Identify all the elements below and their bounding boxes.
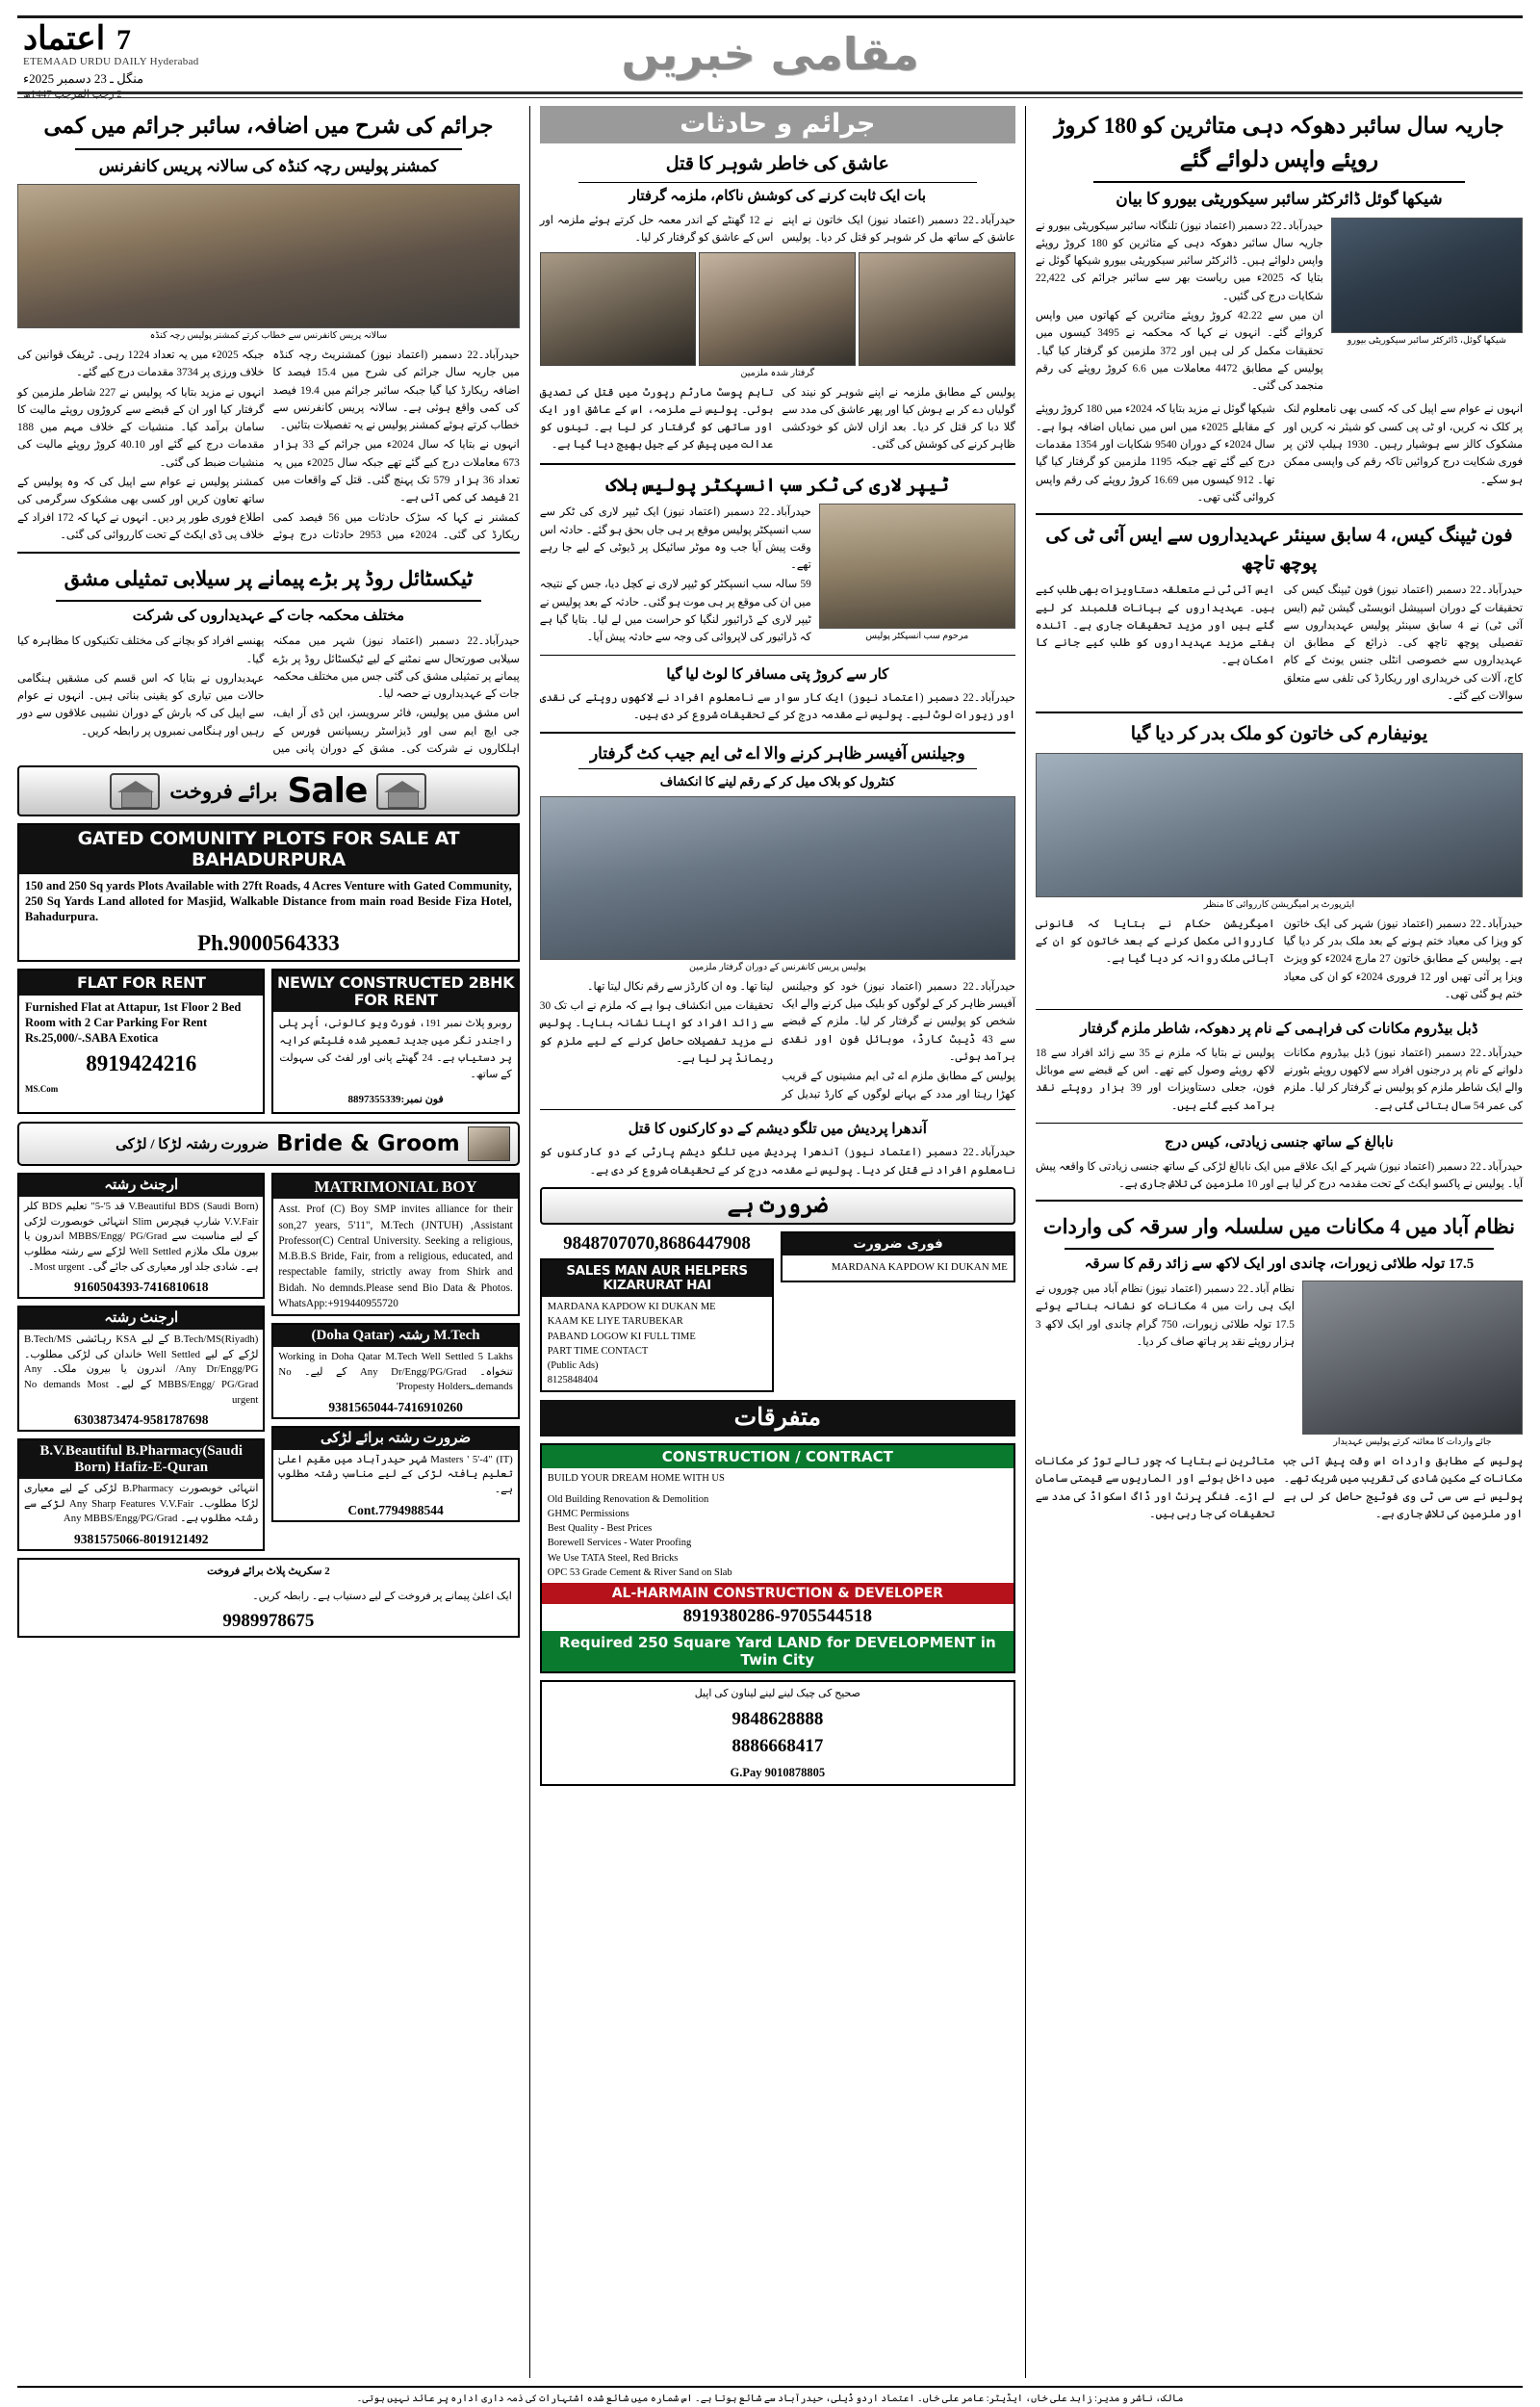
column-left (17, 106, 529, 2378)
photo-press-conference (540, 796, 1015, 960)
ad-appeal-phone-1[interactable]: 9848628888 (732, 1708, 824, 1729)
page-footer: مالک، ناشر و مدیر: زاہد علی خاں، ایڈیٹر: عامر علی خاں۔ اعتماد اردو ڈیلی، حیدرآباد سے شائع ہوتا ہے۔ اس شمارہ میں شائع شدہ اشتہارات کی ذمہ داری ادارہ پر عائد نہیں ہوتی۔ (17, 2386, 1523, 2407)
photo-caption-left-lead: سالانہ پریس کانفرنس سے خطاب کرتے کمشنر پولیس رچہ کنڈہ (149, 331, 388, 341)
body-car-robbery: حیدرآباد۔22 دسمبر (اعتماد نیوز) ایک کار سوار سے نامعلوم افراد نے لاکھوں روپئے کی نقدی اور زیورات لوٹ لیے۔ پولیس نے مقدمہ درج کر کے تحقیقات شروع کر دی ہیں۔ (539, 692, 1015, 722)
subheadline-flood-drill: مختلف محکمہ جات کے عہدیداروں کی شرکت (56, 600, 481, 628)
sale-banner-english: Sale (287, 771, 368, 812)
ad-construction-brand: AL-HARMAIN CONSTRUCTION & DEVELOPER (542, 1583, 1014, 1604)
lead-headline-left: جرائم کی شرح میں اضافہ، سائبر جرائم میں کمی (43, 114, 494, 138)
ad-construction-sub: BUILD YOUR DREAM HOME WITH US (547, 1473, 725, 1485)
divider-m2 (540, 655, 1015, 656)
ad-appeal[interactable] (540, 1680, 1015, 1786)
matrimonial-grid (17, 1173, 520, 1551)
lead-headline-right: جاریہ سال سائبر دھوکہ دہی متاثرین کو 180 کروڑ روپئے واپس دلوائے گئے (1054, 114, 1504, 171)
body-phone-tapping: حیدرآباد۔22 دسمبر (اعتماد نیوز) فون ٹیپنگ کیس کی تحقیقات کے دوران اسپیشل انویسٹی گیشن ٹیم (ایس آئی ٹی) نے 4 سابق سینئر پولیس عہدیداروں سے تفصیلی پوچھ تاچھ کی۔ ذرائع کے مطابق ان عہدیداروں سے خصوصی انٹلی جنس یونٹ کے کام کاج، آلات کی خریداری اور ریکارڈ کی تلفی سے متعلق سوالات کیے گئے۔ ایس آئی ٹی نے متعلقہ دستاویزات بھی طلب کیے ہیں۔ عہدیداروں کے بیانات قلمبند کر لیے گئے ہیں اور مزید تحقیقات جاری ہے۔ آئندہ ہفتے مزید عہدیداروں کو طلب کیے جانے کا امکان ہے۔ (1035, 584, 1523, 703)
subheadline-atm-fraud: کنٹرول کو بلاک میل کر کے رقم لینے کا انکشاف (578, 768, 977, 791)
matrimonial-title: B.V.Beautiful B.Pharmacy(Saudi Born) Hafiz-E-Quran (19, 1440, 263, 1479)
matrimonial-phone[interactable]: 9160504393-7416810618 (73, 1280, 209, 1295)
matrimonial-body: B.Tech/MS(Riyadh) کے لیے KSA رہائشی B.Tech/MS لڑکے کے لیے Well Settled خاندان کی لڑکی مطلوب۔ Any Dr/Engg/PG/ اندرون یا بیرون ملک۔ Any MBBS/Engg/ PG/Grad کے لیے۔ No demands Most urgent (24, 1333, 259, 1406)
crime-section-band: جرائم و حادثات (540, 106, 1015, 143)
ad-small-plots-phone[interactable]: 9989978675 (222, 1611, 315, 1632)
headline-nizamabad-theft: نظام آباد میں 4 مکانات میں سلسلہ وار سرقہ کی واردات (1042, 1215, 1515, 1239)
matrimonial-title: M.Tech رشتہ (Doha Qatar) (273, 1325, 517, 1347)
ad-2bhk-rent[interactable] (271, 969, 519, 1115)
headline-phone-tapping: فون ٹیپنگ کیس، 4 سابق سینئر عہدیداروں سے ایس آئی ٹی کی پوچھ تاچھ (1045, 526, 1513, 574)
ad-row-rentals (17, 969, 520, 1115)
ad-salesman-tag: (Public Ads) (547, 1360, 599, 1372)
body-si-killed: حیدرآباد۔22 دسمبر (اعتماد نیوز) ایک ٹیپر لاری کی ٹکر سے سب انسپکٹر پولیس موقع پر ہی جاں بحق ہو گئے۔ حادثہ اس وقت پیش آیا جب وہ موٹر سائیکل پر ڈیوٹی کے لیے جا رہے تھے۔ 59 سالہ سب انسپکٹر کو ٹیپر لاری نے کچل دیا، جس کے نتیجہ میں ان کی موقع پر ہی موت ہو گئی۔ حادثہ کے بعد پولیس نے ٹیپر لاری کے ڈرائیور لنگیا کو حراست میں لے لیا۔ بتایا گیا ہے کہ ڈرائیور کی لاپروائی کی وجہ سے حادثہ پیش آیا۔ (539, 506, 811, 644)
matrimonial-phone[interactable]: 9381575066-8019121492 (73, 1531, 209, 1546)
mugshot-2 (699, 252, 856, 366)
body-nizamabad-1: نظام آباد۔22 دسمبر (اعتماد نیوز) نظام آباد میں چوروں نے ایک ہی رات میں 4 مکانات کو نشانہ بناتے ہوئے 17.5 تولہ طلائی زیورات، 750 گرام چاندی اور ایک لاکھ 3 ہزار روپئے نقد پر ہاتھ صاف کر دیا۔ (1035, 1283, 1295, 1348)
ad-urgent-title: فوری ضرورت (783, 1233, 1014, 1255)
ad-flat-rent[interactable] (17, 969, 265, 1115)
body-tdp-murders: حیدرآباد۔22 دسمبر (اعتماد نیوز) آندھرا پردیش میں تلگو دیشم پارٹی کے دو کارکنوں کو نامعلوم افراد نے قتل کر دیا۔ پولیس نے مقدمہ درج کر کے تحقیقات شروع کر دی ہے۔ (539, 1147, 1015, 1177)
ad-small-plots[interactable] (17, 1558, 520, 1638)
headline-tdp-murders: آندھرا پردیش میں تلگو دیشم کے دو کارکنوں کا قتل (628, 1121, 927, 1137)
matrimonial-phone[interactable]: 6303873474-9581787698 (73, 1412, 209, 1428)
matrimonial-title: ارجنٹ رشتہ (19, 1307, 263, 1330)
ad-gated-title: GATED COMUNITY PLOTS FOR SALE AT BAHADURPURA (19, 825, 518, 874)
divider-l1 (17, 552, 520, 554)
subheadline-husband-murder: بات ایک ثابت کرنے کی کوشش ناکام، ملزمہ گرفتار (578, 182, 977, 208)
matrimonial-body: انتہائی خوبصورت B.Pharmacy لڑکی کے لیے معیاری لڑکا مطلوب۔ Any Sharp Features V.V.Fair لڑکے سے رشتہ مطلوب ہے۔ Any MBBS/Engg/PG/Grad (24, 1483, 259, 1525)
bride-photo-icon (468, 1126, 510, 1161)
ad-flat-title: FLAT FOR RENT (19, 971, 263, 996)
bride-groom-english: Bride & Groom (276, 1131, 460, 1157)
body-nizamabad-2: پولیس کے مطابق واردات اس وقت پیش آئی جب مکانات کے مکین شادی کی تقریب میں شریک تھے۔ پولیس نے سی سی ٹی وی فوٹیج حاصل کر لی ہے اور ملزمین کی تلاش جاری ہے۔ متاثرین نے بتایا کہ چور تالے توڑ کر مکانات میں داخل ہوئے اور الماریوں سے قیمتی سامان لے اڑے۔ فنگر پرنٹ اور ڈاگ اسکواڈ کی مدد سے تحقیقات کی جا رہی ہیں۔ (1035, 1456, 1523, 1520)
logo-subline: ETEMAAD URDU DAILY Hyderabad (23, 56, 199, 67)
matrimonial-body: Working in Doha Qatar M.Tech Well Settled 5 Lakhs تنخواہ۔ Any Dr/Engg/PG/Grad کے لیے۔ No demands.ـPropesty Holders' (278, 1350, 513, 1393)
matrimonial-col-2 (17, 1173, 265, 1551)
photo-shikha-goel (1331, 218, 1523, 333)
ad-salesman-lines: MARDANA KAPDOW KI DUKAN ME KAAM KE LIYE TARUBEKAR PABAND LOGOW KI FULL TIME PART TIME CONTACT (Public Ads) 8125848404 (542, 1297, 773, 1390)
ad-salesman-title: SALES MAN AUR HELPERS KIZARURAT HAI (542, 1260, 773, 1297)
mugshot-3 (540, 252, 697, 366)
photo-deceased-si (819, 504, 1015, 629)
headline-husband-murder: عاشق کی خاطر شوہر کا قتل (665, 154, 889, 174)
photo-caption-press: پولیس پریس کانفرنس کے دوران گرفتار ملزمین (689, 962, 866, 972)
ad-salesman-phone[interactable]: 8125848404 (547, 1375, 599, 1386)
matrimonial-title: MATRIMONIAL BOY (273, 1175, 517, 1199)
body-deported-woman: حیدرآباد۔22 دسمبر (اعتماد نیوز) شہر کی ایک خاتون کو ویزا کی معیاد ختم ہونے کے بعد ملک بدر کر دیا گیا ہے۔ پولیس کے مطابق خاتون 27 مارچ 2024ء کو ویزٹ ویزا پر آئی تھیں اور 12 فروری 2024ء کو ان کی معیاد ختم ہو گئی تھی۔ امیگریشن حکام نے بتایا کہ قانونی کارروائی مکمل کرنے کے بعد خاتون کو ان کے آبائی ملک روانہ کر دیا گیا ہے۔ (1035, 918, 1523, 1001)
divider-m4 (540, 1109, 1015, 1110)
masthead (17, 15, 1523, 98)
body-flood-drill: حیدرآباد۔22 دسمبر (اعتماد نیوز) شہر میں ممکنہ سیلابی صورتحال سے نمٹنے کے لیے ٹیکسٹائل روڈ پر بڑے پیمانے پر تمثیلی مشق کی گئی جس میں مختلف محکمہ جات کے عہدیداروں نے حصہ لیا۔ اس مشق میں پولیس، فائر سرویسز، این ڈی آر ایف، جی ایچ ایم سی اور ڈیزاسٹر ریسپانس فورس کے اہلکاروں نے شرکت کی۔ مشق کے دوران پانی میں پھنسے افراد کو بچانے کی مختلف تکنیکوں کا مظاہرہ کیا گیا۔ عہدیداروں نے بتایا کہ اس قسم کی مشقیں ہنگامی حالات میں تیاری کو یقینی بناتی ہیں۔ انہوں نے عوام سے اپیل کی کہ بارش کے دوران نشیبی علاقوں سے دور رہیں اور ہنگامی نمبروں پر رابطہ کریں۔ (17, 635, 520, 756)
ad-2bhk-phone[interactable]: فون نمبر:8897355339 (347, 1093, 444, 1105)
photo-theft-scene (1302, 1281, 1523, 1435)
want-ad-band: ضرورت ہے (540, 1187, 1015, 1225)
lead-body-right-part2: انہوں نے عوام سے اپیل کی کہ کسی بھی نامعلوم لنک پر کلک نہ کریں، او ٹی پی کسی کو شیئر نہ کریں اور مشکوک کالز سے ہوشیار رہیں۔ 1930 ہیلپ لائن پر فوری شکایت درج کروائیں تاکہ رقم کی واپسی ممکن ہو سکے۔ شیکھا گوئل نے مزید بتایا کہ 2024ء میں 180 کروڑ روپئے کے مقابلے 2025ء میں اس میں نمایاں اضافہ ہوا ہے۔ سال 2024ء کے دوران 9540 شکایات اور 1354 مقدمات درج کیے گئے تھے جبکہ 1195 ملزمین کو گرفتار کیا گیا تھا۔ 912 کیسوں میں 16.69 کروڑ روپئے کی رقم واپس کروائی گئی تھی۔ (1035, 403, 1523, 504)
lead-subheadline-left: کمشنر پولیس رچہ کنڈہ کی سالانہ پریس کانفرنس (75, 148, 462, 179)
bride-groom-banner[interactable] (17, 1122, 520, 1166)
matrimonial-phone[interactable]: 9381565044-7416910260 (328, 1399, 463, 1414)
section-title: مقامی خبریں (621, 28, 919, 80)
lead-subheadline-right: شیکھا گوئل ڈائرکٹر سائبر سیکوریٹی بیورو کا بیان (1093, 181, 1465, 212)
photo-caption-si: مرحوم سب انسپکٹر پولیس (865, 632, 969, 642)
mugshot-caption: گرفتار شدہ ملزمین (740, 368, 815, 378)
ad-construction-note: Required 250 Square Yard LAND for DEVELOPMENT in Twin City (542, 1631, 1014, 1671)
lead-body-left: حیدرآباد۔22 دسمبر (اعتماد نیوز) کمشنریٹ رچہ کنڈہ میں جاریہ سال جرائم کی شرح میں 15.4 فیصد کا اضافہ ریکارڈ کیا گیا جبکہ سائبر جرائم میں 19.4 فیصد کی کمی واقع ہوئی ہے۔ سالانہ پریس کانفرنس سے خطاب کرتے ہوئے کمشنر پولیس نے یہ تفصیلات بتائیں۔ انہوں نے بتایا کہ سال 2024ء میں جرائم کے 33 ہزار 673 معاملات درج کیے گئے تھے جبکہ سال 2025ء میں یہ تعداد 36 ہزار 579 تک پہنچ گئی۔ قتل کے واقعات میں 21 فیصد کی کمی آئی ہے۔ کمشنر نے کہا کہ سڑک حادثات میں 56 فیصد کمی ریکارڈ کی گئی۔ 2024ء میں 2953 حادثات درج ہوئے جبکہ 2025ء میں یہ تعداد 1224 رہی۔ ٹریفک قوانین کی خلاف ورزی پر 3734 مقدمات درج کیے گئے۔ انہوں نے مزید بتایا کہ پولیس نے 227 شاطر ملزمین کو گرفتار کیا اور ان کے قبضے سے کروڑوں روپئے مالیت کا سامان برآمد کیا۔ منشیات کے خلاف مہم میں 188 مقدمات درج کیے گئے اور 40.10 کروڑ روپئے مالیت کی منشیات ضبط کی گئی۔ کمشنر پولیس نے عوام سے اپیل کی کہ وہ پولیس کے ساتھ تعاون کریں اور کسی بھی مشکوک سرگرمی کی اطلاع فوری طور پر دیں۔ انہوں نے کہا کہ 172 افراد کے خلاف پی ڈی ایکٹ کے تحت کارروائی کی گئی۔ (17, 349, 520, 541)
ad-appeal-gpay[interactable]: G.Pay 9010878805 (730, 1765, 826, 1779)
misc-ads-band: متفرقات (540, 1400, 1015, 1436)
divider-r1 (1036, 513, 1523, 515)
headline-deported-woman: یونیفارم کی خاتون کو ملک بدر کر دیا گیا (1130, 724, 1428, 745)
ad-urgent-req[interactable] (781, 1231, 1015, 1282)
matrimonial-col-1 (271, 1173, 519, 1551)
masthead-rule (17, 91, 1523, 94)
body-husband-murder-1: حیدرآباد۔22 دسمبر (اعتماد نیوز) ایک خاتون نے اپنے عاشق کے ساتھ مل کر شوہر کو قتل کر دیا۔ پولیس نے 12 گھنٹے کے اندر معمہ حل کرتے ہوئے ملزمہ اور اس کے عاشق کو گرفتار کر لیا۔ (539, 215, 1015, 245)
ad-small-plots-title: 2 سکریٹ پلاٹ برائے فروخت (207, 1565, 330, 1577)
body-husband-murder-2: پولیس کے مطابق ملزمہ نے اپنے شوہر کو نیند کی گولیاں دے کر بے ہوش کیا اور پھر عاشق کی مدد سے گلا دبا کر قتل کر دیا۔ بعد ازاں لاش کو خودکشی ظاہر کرنے کی کوشش کی گئی۔ تاہم پوسٹ مارٹم رپورٹ میں قتل کی تصدیق ہوئی۔ پولیس نے ملزمہ، اس کے عاشق اور ایک اور ساتھی کو گرفتار کر لیا ہے۔ تینوں کو عدالت میں پیش کر کے جیل بھیج دیا گیا ہے۔ (539, 386, 1015, 452)
body-minor-assault: حیدرآباد۔22 دسمبر (اعتماد نیوز) شہر کے ایک علاقے میں ایک نابالغ لڑکی کے ساتھ جنسی زیادتی کا واقعہ پیش آیا۔ پولیس نے پاکسو ایکٹ کے تحت مقدمہ درج کر لیا ہے اور 10 ملزمین کی تلاش جاری ہے۔ (1035, 1160, 1523, 1190)
matrimonial-ad[interactable] (271, 1173, 519, 1316)
body-2bhk-fraud: حیدرآباد۔22 دسمبر (اعتماد نیوز) ڈبل بیڈروم مکانات دلوانے کے نام پر درجنوں افراد سے لاکھوں روپئے بٹورنے والے ایک شاطر ملزم کو پولیس نے گرفتار کر لیا۔ ملزم کی عمر 54 سال بتائی گئی ہے۔ پولیس نے بتایا کہ ملزم نے 35 سے زائد افراد سے 18 لاکھ روپئے وصول کیے تھے۔ اس کے قبضے سے موبائل فون، جعلی دستاویزات اور 39 ہزار روپئے نقد برآمد کیے گئے ہیں۔ (1035, 1047, 1523, 1112)
bride-groom-urdu: ضرورت رشتہ لڑکا / لڑکی (116, 1136, 270, 1152)
headline-flood-drill: ٹیکسٹائل روڈ پر بڑے پیمانے پر سیلابی تمثیلی مشق (64, 567, 474, 591)
matrimonial-ad[interactable] (17, 1173, 265, 1299)
ad-construction-title: CONSTRUCTION / CONTRACT (542, 1445, 1014, 1468)
logo-urdu: اعتماد (23, 19, 106, 58)
headline-car-robbery: کار سے کروڑ پتی مسافر کا لوٹ لیا گیا (666, 666, 889, 683)
ad-construction[interactable] (540, 1443, 1015, 1673)
mugshot-row (540, 252, 1015, 366)
matrimonial-ad[interactable] (271, 1323, 519, 1419)
column-right (1026, 106, 1523, 2378)
photo-caption-right-lead: شیکھا گوئل، ڈائرکٹر سائبر سیکوریٹی بیورو (1347, 335, 1506, 346)
ad-gated-plots[interactable] (17, 823, 520, 961)
headline-si-killed: ٹیپر لاری کی ٹکر سب انسپکٹر پولیس ہلاک (605, 475, 949, 496)
photo-airport-immigration (1036, 753, 1523, 897)
matrimonial-body: V.Beautiful BDS (Saudi Born) قد 5'-5" تعلیم BDS کلر V.V.Fair شارپ فیچرس Slim انتہائی خوبصورت لڑکی کے لیے مناسبت سے MBBS/Engg/ PG/Grad اندرون یا بیرون ملک ملازم Well Settled لڑکے سے رشتہ مطلوب ہے۔ شادی جلد اور معیاری کی جائے گی۔ Most urgent۔ (24, 1201, 259, 1273)
ad-salesman[interactable] (540, 1258, 775, 1393)
ad-flat-phone[interactable]: 8919424216 (86, 1051, 197, 1076)
ad-flat-note: MS.Com (25, 1084, 59, 1095)
divider-m1 (540, 463, 1015, 465)
ad-phone-top[interactable]: 9848707070,8686447908 (563, 1232, 751, 1254)
matrimonial-ad[interactable] (17, 1438, 265, 1551)
matrimonial-title: ضرورت رشتہ برائے لڑکی (273, 1428, 517, 1450)
headline-2bhk-fraud: ڈبل بیڈروم مکانات کی فراہمی کے نام پر دھوکہ، شاطر ملزم گرفتار (1080, 1022, 1478, 1038)
body-atm-fraud: حیدرآباد۔22 دسمبر (اعتماد نیوز) خود کو وجیلنس آفیسر ظاہر کر کے لوگوں کو بلیک میل کرنے والے ایک شخص کو پولیس نے گرفتار کر لیا۔ ملزم کے قبضے سے 43 ڈیبٹ کارڈ، موبائل فون اور نقدی برآمد ہوئی۔ پولیس کے مطابق ملزم اے ٹی ایم مشینوں کے قریب کھڑا رہتا اور مدد کے بہانے لوگوں کے کارڈ تبدیل کر لیتا تھا۔ وہ ان کارڈز سے رقم نکال لیتا تھا۔ تحقیقات میں انکشاف ہوا ہے کہ ملزم نے اب تک 30 سے زائد افراد کو اپنا نشانہ بنایا۔ پولیس نے مزید تفصیلات حاصل کرنے کے لیے ملزم کو ریمانڈ پر لیا ہے۔ (539, 980, 1015, 1100)
divider-r5 (1036, 1200, 1523, 1202)
matrimonial-body: Masters ' 5'-4" (IT) شہر حیدرآباد میں مقیم اعلیٰ تعلیم یافتہ لڑکی کے لیے مناسب رشتہ مطلوب ہے۔ (278, 1453, 513, 1495)
matrimonial-body: Asst. Prof (C) Boy SMP invites alliance for their son,27 years, 5'11", M.Tech (JNTUH) ,Assistant Professor(C) Central University. Seeking a religious, M.B.B.S Bride, Fair, from a religious, educated, and respectable family, strictly away from Shirk and Bidah. No demnds.Please send Bio Data & Photos. WhatsApp:+919440955720 (278, 1204, 513, 1309)
lead-body-right-part1: حیدرآباد۔22 دسمبر (اعتماد نیوز) تلنگانہ سائبر سیکوریٹی بیورو نے جاریہ سال سائبر دھوکہ دہی کے متاثرین کو 180 کروڑ روپئے واپس دلوائے ہیں۔ ڈائرکٹر سائبر سیکوریٹی بیورو شیکھا گوئل نے بتایا کہ 2025ء میں ریاست بھر سے سائبر جرائم کی 22,422 شکایات درج کی گئیں۔ ان میں سے 42.22 کروڑ روپئے متاثرین کے کھاتوں میں واپس کروائے گئے۔ انہوں نے کہا کہ محکمہ نے 3495 کیسوں میں تحقیقات مکمل کر لی ہیں اور 372 ملزمین کو گرفتار کیا گیا۔ پولیس کے مطابق 4472 معاملات میں 6.6 کروڑ روپئے کی رقم منجمد کی گئی۔ (1035, 220, 1323, 393)
matrimonial-ad[interactable] (17, 1306, 265, 1432)
house-icon-right (110, 773, 160, 810)
ad-small-plots-body: ایک اعلیٰ پیمانے پر فروخت کے لیے دستیاب ہے۔ رابطہ کریں۔ (252, 1590, 512, 1602)
ad-gated-phone[interactable]: Ph.9000564333 (197, 930, 340, 955)
page-number: 7 (116, 24, 131, 56)
ad-construction-phone[interactable]: 8919380286-9705544518 (682, 1605, 872, 1626)
issue-date: منگل ـ 23 دسمبر 2025ء (23, 71, 144, 86)
ad-flat-body: Furnished Flat at Attapur, 1st Floor 2 Bed Room with 2 Car Parking For Rent Rs.25,000/-.SABA Exotica (25, 999, 242, 1046)
column-middle (529, 106, 1026, 2378)
masthead-rule-2 (17, 97, 1523, 98)
divider-m3 (540, 732, 1015, 734)
sale-banner-urdu: برائے فروخت (169, 779, 278, 803)
ad-gated-body: 150 and 250 Sq yards Plots Available with 27ft Roads, 4 Acres Venture with Gated Community, 250 Sq Yards Land alloted for Masjid, Walkable Distance from main road Beside Fiza Hotel, Bahadurpura. (25, 878, 512, 924)
ad-2bhk-title: NEWLY CONSTRUCTED 2BHK FOR RENT (273, 971, 517, 1013)
photo-caption-theft: جائے واردات کا معائنہ کرتے پولیس عہدیدار (1333, 1437, 1492, 1448)
ad-2bhk-body: روبرو پلاٹ نمبر 191، فورٹ ویو کالونی، اُپر پلی راجندر نگر میں جدید تعمیر شدہ فلیٹس کرایہ پر دستیاب ہے۔ 24 گھنٹے پانی اور لفٹ کی سہولت کے ساتھ۔ (279, 1018, 512, 1081)
matrimonial-ad[interactable] (271, 1426, 519, 1522)
ad-appeal-phone-2[interactable]: 8886668417 (732, 1735, 824, 1756)
divider-r4 (1036, 1123, 1523, 1124)
photo-caption-airport: ایئرپورٹ پر امیگریشن کارروائی کا منظر (1203, 899, 1355, 910)
ad-construction-lines: Old Building Renovation & Demolition GHMC Permissions Best Quality - Best Prices Borewell Services - Water Proofing We Use TATA Steel, Red Bricks OPC 53 Grade Cement & River Sand on Slab (547, 1493, 732, 1578)
matrimonial-title: ارجنٹ رشتہ (19, 1175, 263, 1197)
content-grid (17, 106, 1523, 2378)
subheadline-nizamabad-theft: 17.5 تولہ طلائی زیورات، چاندی اور ایک لاکھ سے زائد رقم کا سرقہ (1065, 1248, 1494, 1276)
ad-appeal-title: صحیح کی چیک لینے لینے لیناون کی اپیل (694, 1687, 860, 1699)
divider-r3 (1036, 1009, 1523, 1010)
headline-minor-assault: نابالغ کے ساتھ جنسی زیادتی، کیس درج (1165, 1135, 1394, 1151)
divider-r2 (1036, 712, 1523, 713)
house-icon-left (376, 773, 426, 810)
ad-urgent-body: MARDANA KAPDOW KI DUKAN ME (831, 1261, 1008, 1274)
photo-police-conference (17, 184, 520, 328)
headline-atm-fraud: وجیلنس آفیسر ظاہر کرنے والا اے ٹی ایم جیب کٹ گرفتار (589, 743, 965, 763)
matrimonial-phone[interactable]: Cont.7794988544 (347, 1502, 444, 1517)
mugshot-1 (859, 252, 1015, 366)
sale-banner[interactable] (17, 765, 520, 816)
